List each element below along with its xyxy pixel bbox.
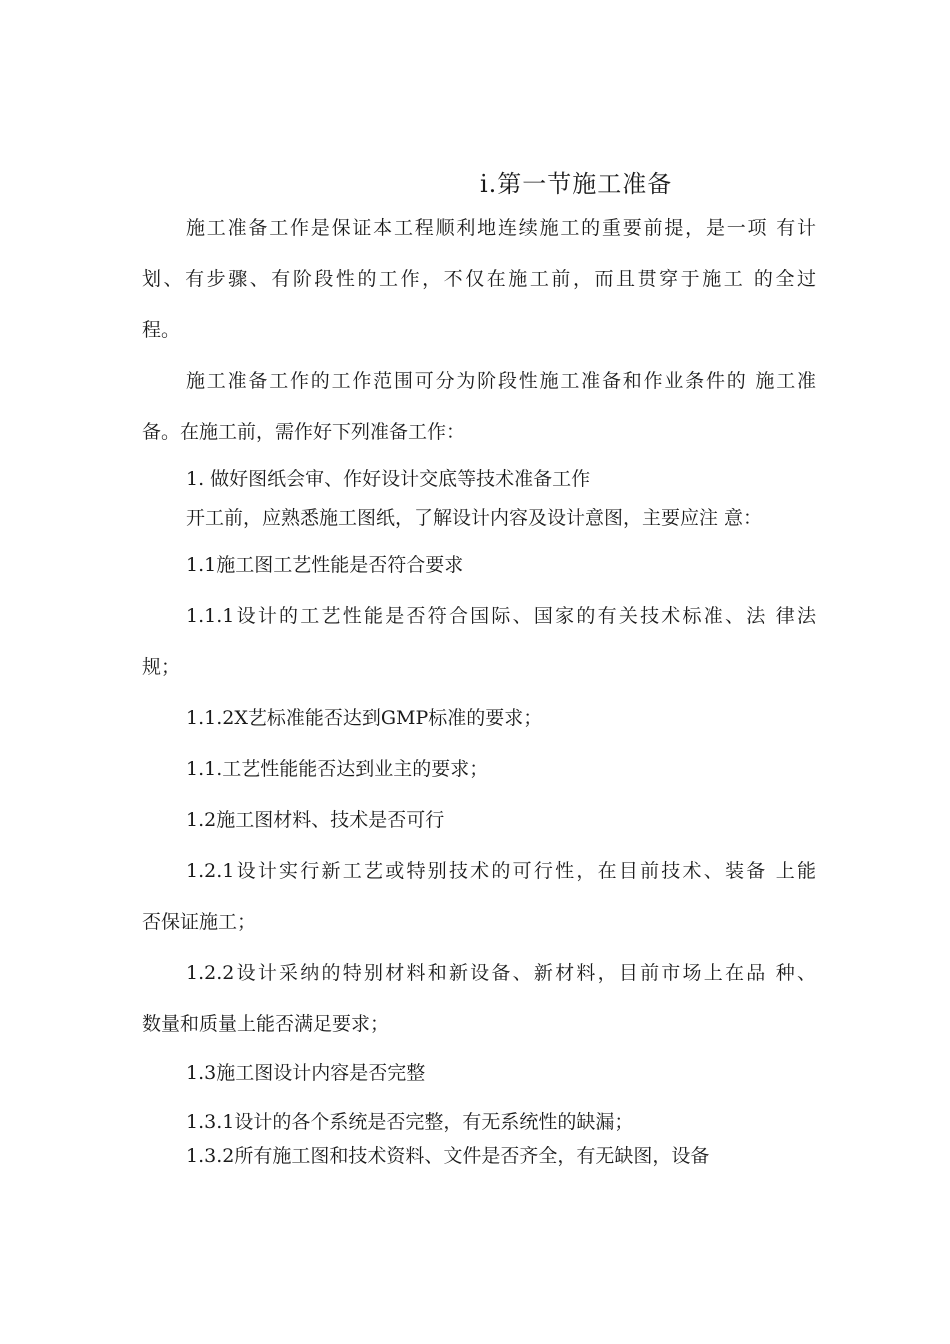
paragraph-line: 1.1.1设计的工艺性能是否符合国际、国家的有关技术标准、法 律法 — [186, 605, 816, 627]
list-heading: 1. 做好图纸会审、作好设计交底等技术准备工作 — [186, 468, 591, 490]
subheading: 1.3施工图设计内容是否完整 — [186, 1062, 426, 1084]
paragraph-line: 数量和质量上能否满足要求； — [142, 1013, 390, 1035]
paragraph-line: 划、有步骤、有阶段性的工作，不仅在施工前，而且贯穿于施工 的全过 — [142, 268, 816, 290]
paragraph-line: 1.2.1设计实行新工艺或特别技术的可行性，在目前技术、装备 上能 — [186, 860, 816, 882]
paragraph-line: 规； — [142, 656, 181, 678]
paragraph-line: 否保证施工； — [142, 911, 257, 933]
paragraph-line: 1.3.2所有施工图和技术资料、文件是否齐全，有无缺图，设备 — [186, 1145, 710, 1167]
paragraph-line: 1.1.2X艺标准能否达到GMP标准的要求； — [186, 707, 543, 729]
paragraph-line: 1.2.2设计采纳的特别材料和新设备、新材料，目前市场上在品 种、 — [186, 962, 816, 984]
section-title: i.第一节施工准备 — [480, 170, 673, 198]
paragraph-line: 备。在施工前，需作好下列准备工作： — [142, 421, 466, 443]
subheading: 1.2施工图材料、技术是否可行 — [186, 809, 445, 831]
paragraph-line: 施工准备工作的工作范围可分为阶段性施工准备和作业条件的 施工准 — [186, 370, 816, 392]
paragraph-line: 1.1.工艺性能能否达到业主的要求； — [186, 758, 489, 780]
paragraph-line: 1.3.1设计的各个系统是否完整，有无系统性的缺漏； — [186, 1111, 634, 1133]
paragraph-line: 开工前，应熟悉施工图纸，了解设计内容及设计意图，主要应注 意： — [186, 507, 763, 529]
subheading: 1.1施工图工艺性能是否符合要求 — [186, 554, 464, 576]
paragraph-line: 程。 — [142, 319, 181, 341]
paragraph-line: 施工准备工作是保证本工程顺利地连续施工的重要前提，是一项 有计 — [186, 217, 816, 239]
